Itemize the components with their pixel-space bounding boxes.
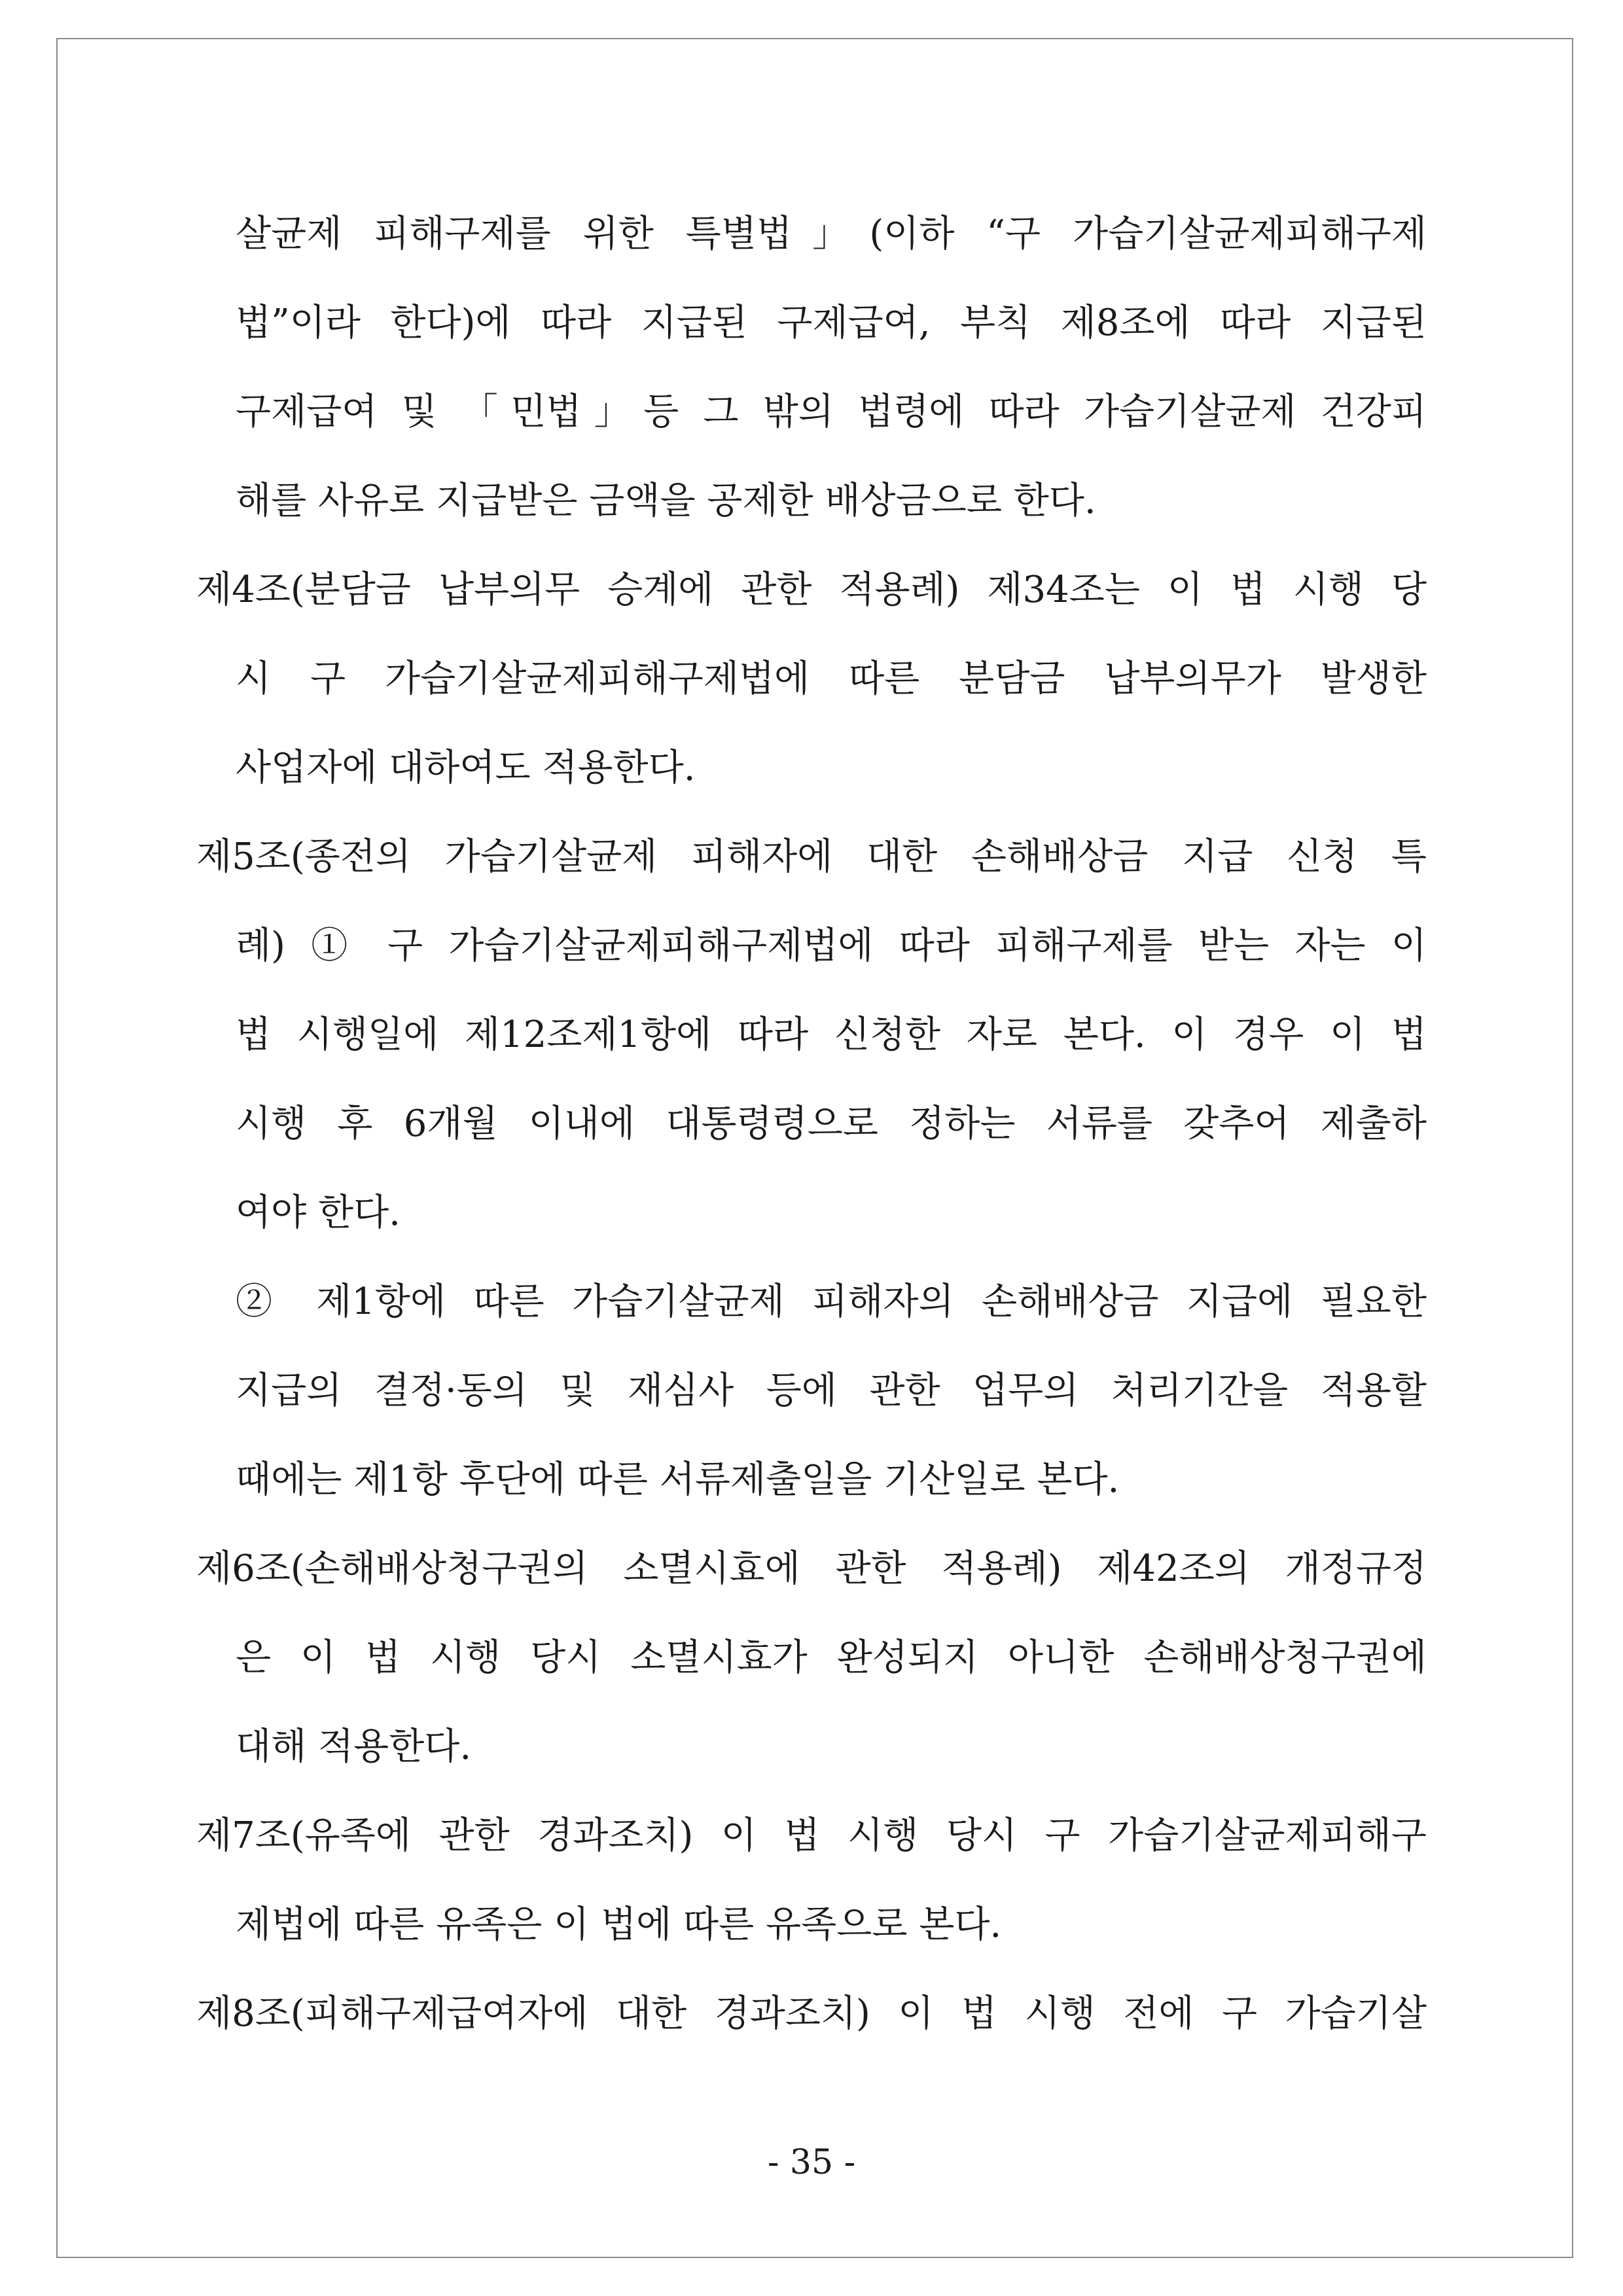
text-line: 시 구 가습기살균제피해구제법에 따른 분담금 납부의무가 발생한 xyxy=(236,658,1427,700)
text-line: 은 이 법 시행 당시 소멸시효가 완성되지 아니한 손해배상청구권에 xyxy=(236,1636,1427,1679)
article-8-heading-line: 제8조(피해구제급여자에 대한 경과조치) 이 법 시행 전에 구 가습기살 xyxy=(196,1992,1427,2035)
text-line: 제법에 따른 유족은 이 법에 따른 유족으로 본다. xyxy=(236,1903,1002,1946)
text-line: 살균제 피해구제를 위한 특별법」(이하 “구 가습기살균제피해구제 xyxy=(236,213,1427,255)
text-line: 시행 후 6개월 이내에 대통령령으로 정하는 서류를 갖추어 제출하 xyxy=(236,1103,1427,1145)
paragraph-2-line: ② 제1항에 따른 가습기살균제 피해자의 손해배상금 지급에 필요한 xyxy=(236,1280,1427,1323)
text-line: 여야 한다. xyxy=(236,1192,401,1234)
text-line: 구제급여 및 「민법」등 그 밖의 법령에 따라 가습기살균제 건강피 xyxy=(236,391,1427,433)
text-line: 례) ① 구 가습기살균제피해구제법에 따라 피해구제를 받는 자는 이 xyxy=(236,925,1427,967)
text-line: 지급의 결정·동의 및 재심사 등에 관한 업무의 처리기간을 적용할 xyxy=(236,1369,1427,1412)
text-line: 때에는 제1항 후단에 따른 서류제출일을 기산일로 본다. xyxy=(236,1458,1120,1501)
text-line: 법 시행일에 제12조제1항에 따라 신청한 자로 본다. 이 경우 이 법 xyxy=(236,1014,1427,1056)
text-line: 해를 사유로 지급받은 금액을 공제한 배상금으로 한다. xyxy=(236,480,1096,522)
article-7-heading-line: 제7조(유족에 관한 경과조치) 이 법 시행 당시 구 가습기살균제피해구 xyxy=(196,1814,1427,1857)
text-line: 법”이라 한다)에 따라 지급된 구제급여, 부칙 제8조에 따라 지급된 xyxy=(236,302,1427,344)
article-4-heading-line: 제4조(분담금 납부의무 승계에 관한 적용례) 제34조는 이 법 시행 당 xyxy=(196,569,1427,611)
article-5-heading-line: 제5조(종전의 가습기살균제 피해자에 대한 손해배상금 지급 신청 특 xyxy=(196,836,1427,878)
text-line: 대해 적용한다. xyxy=(236,1725,472,1768)
article-6-heading-line: 제6조(손해배상청구권의 소멸시효에 관한 적용례) 제42조의 개정규정 xyxy=(196,1547,1427,1590)
text-line: 사업자에 대하여도 적용한다. xyxy=(236,747,696,789)
page-number: - 35 - xyxy=(767,2143,856,2182)
